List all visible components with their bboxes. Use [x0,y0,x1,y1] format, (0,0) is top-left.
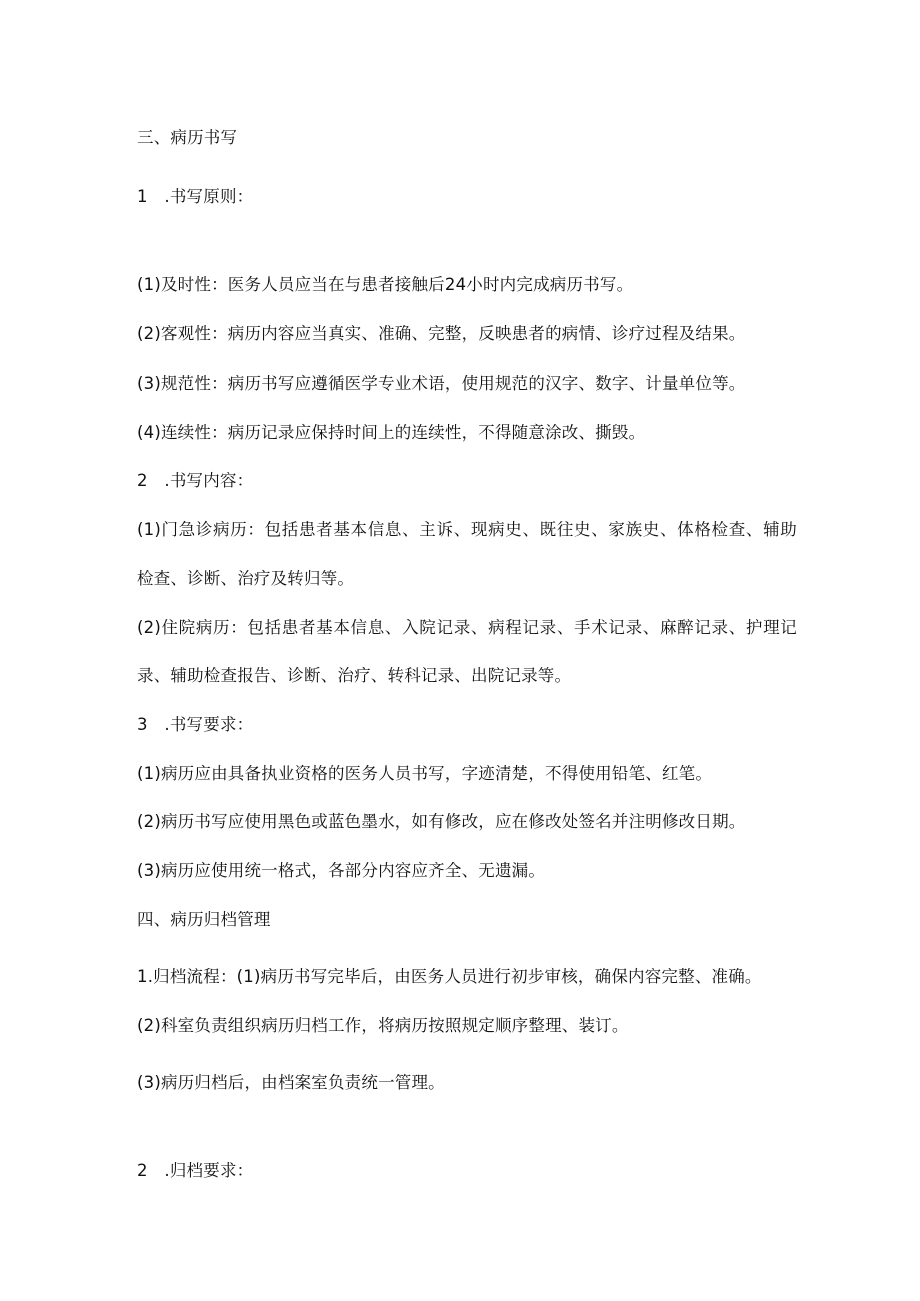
requirement-unified-format: (3)病历应使用统一格式，各部分内容应齐全、无遗漏。 [137,861,546,880]
principle-objectivity: (2)客观性：病历内容应当真实、准确、完整，反映患者的病情、诊疗过程及结果。 [137,324,746,343]
principle-timeliness: (1)及时性：医务人员应当在与患者接触后24小时内完成病历书写。 [137,275,634,294]
archive-process-step3: (3)病历归档后，由档案室负责统一管理。 [137,1073,445,1092]
content-outpatient-record-line1: (1)门急诊病历：包括患者基本信息、主诉、现病史、既往史、家族史、体格检查、辅助 [137,520,797,539]
archive-process-step2: (2)科室负责组织病历归档工作，将病历按照规定顺序整理、装订。 [137,1016,629,1035]
subsection-title-writing-content: 2 .书写内容： [137,471,254,490]
principle-standardization: (3)规范性：病历书写应遵循医学专业术语，使用规范的汉字、数字、计量单位等。 [137,374,746,393]
content-outpatient-record-line2: 检查、诊断、治疗及转归等。 [137,569,355,588]
section-heading-archive-management: 四、病历归档管理 [137,910,271,929]
archive-process-step1: 1.归档流程：(1)病历书写完毕后，由医务人员进行初步审核，确保内容完整、准确。 [137,967,762,986]
principle-continuity: (4)连续性：病历记录应保持时间上的连续性，不得随意涂改、撕毁。 [137,423,646,442]
requirement-qualified-writer: (1)病历应由具备执业资格的医务人员书写，字迹清楚，不得使用铅笔、红笔。 [137,764,713,783]
subsection-title-archive-requirements: 2 .归档要求： [137,1161,254,1180]
requirement-ink-and-corrections: (2)病历书写应使用黑色或蓝色墨水，如有修改，应在修改处签名并注明修改日期。 [137,812,746,831]
subsection-title-writing-requirements: 3 .书写要求： [137,715,254,734]
subsection-title-writing-principles: 1 .书写原则： [137,187,254,206]
content-inpatient-record-line2: 录、辅助检查报告、诊断、治疗、转科记录、出院记录等。 [137,666,572,685]
section-heading-medical-record-writing: 三、病历书写 [137,128,238,147]
content-inpatient-record-line1: (2)住院病历：包括患者基本信息、入院记录、病程记录、手术记录、麻醉记录、护理记 [137,618,797,637]
